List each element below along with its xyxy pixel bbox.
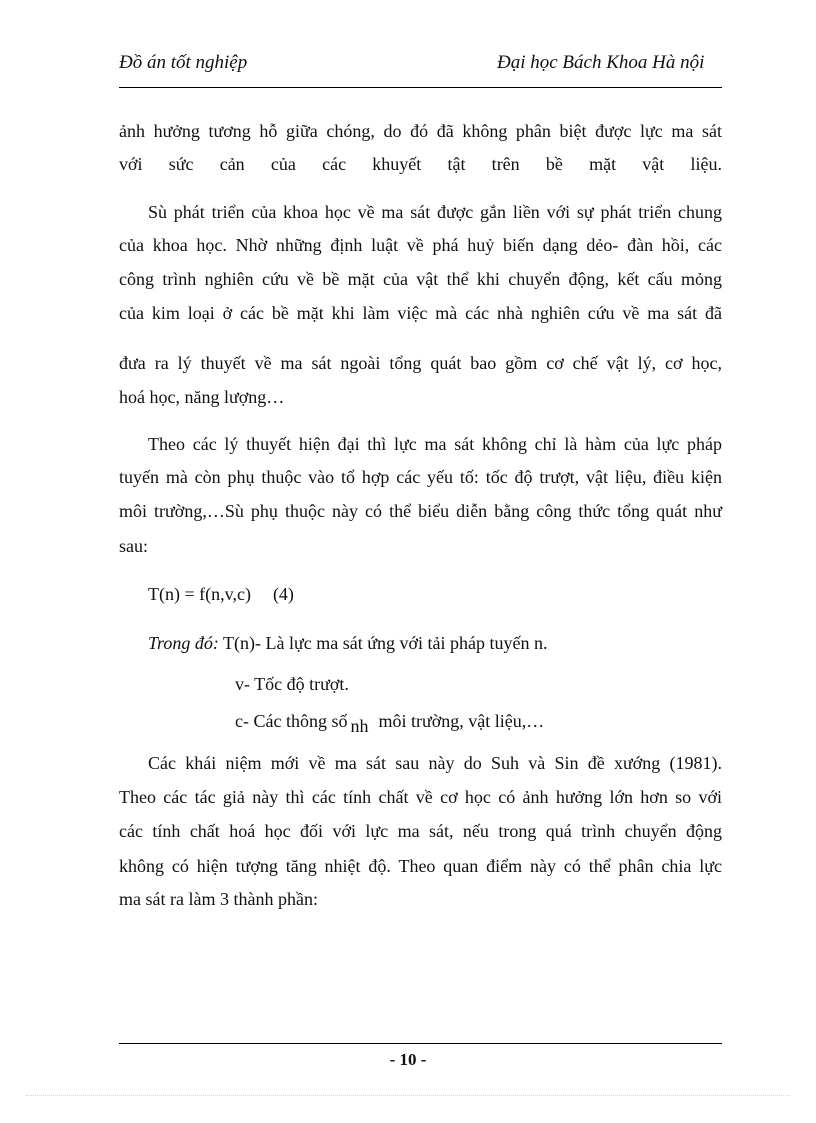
paragraph-line: Theo các tác giả này thì các tính chất về cơ học có ảnh hưởng lớn hơn so với bbox=[119, 787, 722, 807]
paragraph-line: môi trường,…Sù phụ thuộc này có thể biểu diễn bằng công thức tổng quát như bbox=[119, 501, 722, 521]
legend-t: T(n)- Là lực ma sát ứng với tải pháp tuyến n. bbox=[223, 633, 548, 653]
paragraph-line: sau: bbox=[119, 536, 148, 556]
header-left-title: Đồ án tốt nghiệp bbox=[119, 52, 248, 73]
paragraph-line: của khoa học. Nhờ những định luật về phá huỷ biến dạng dẻo- đàn hồi, các bbox=[119, 235, 722, 255]
header-rule bbox=[119, 87, 722, 88]
page-number: - 10 - bbox=[389, 1050, 427, 1069]
header-right-title: Đại học Bách Khoa Hà nội bbox=[497, 52, 705, 73]
page-edge-divider bbox=[26, 1095, 790, 1096]
paragraph-line: không có hiện tượng tăng nhiệt độ. Theo quan điểm này có thể phân chia lực bbox=[119, 856, 722, 876]
legend-line-t bbox=[148, 632, 751, 654]
legend-line-c: c- Các thông số nh môi trường, vật liệu,… bbox=[235, 711, 545, 736]
paragraph-line: đưa ra lý thuyết về ma sát ngoài tổng quát bao gồm cơ chế vật lý, cơ học, bbox=[119, 353, 722, 373]
formula-expression: T(n) = f(n,v,c) bbox=[148, 584, 251, 604]
footer-rule bbox=[119, 1043, 722, 1044]
paragraph-line: ảnh hưởng tương hỗ giữa chóng, do đó đã không phân biệt được lực ma sát bbox=[119, 121, 722, 141]
paragraph-line: ma sát ra làm 3 thành phần: bbox=[119, 889, 318, 909]
paragraph-line: Sù phát triển của khoa học về ma sát được gắn liền với sự phát triển chung bbox=[148, 202, 722, 222]
paragraph-line: hoá học, năng lượng… bbox=[119, 387, 285, 407]
paragraph-line: tuyến mà còn phụ thuộc vào tổ hợp các yếu tố: tốc độ trượt, vật liệu, điều kiện bbox=[119, 467, 722, 487]
formula-number: (4) bbox=[272, 584, 294, 604]
paragraph-line: Các khái niệm mới về ma sát sau này do Suh và Sin đề xướng (1981). bbox=[148, 753, 722, 773]
paragraph-line: các tính chất hoá học đối với lực ma sát, nếu trong quá trình chuyển động bbox=[119, 821, 722, 841]
paragraph-line: Theo các lý thuyết hiện đại thì lực ma sát không chỉ là hàm của lực pháp bbox=[148, 434, 722, 454]
paragraph-line: công trình nghiên cứu về bề mặt của vật thể khi chuyển động, kết cấu mỏng bbox=[119, 269, 722, 289]
paragraph-line: của kim loại ở các bề mặt khi làm việc mà các nhà nghiên cứu về ma sát đã bbox=[119, 303, 722, 323]
formula bbox=[148, 583, 751, 605]
legend-line-v: v- Tốc độ trượt. bbox=[235, 674, 349, 694]
paragraph-line: với sức cản của các khuyết tật trên bề mặt vật liệu. bbox=[119, 154, 722, 174]
legend-label: Trong đó: bbox=[148, 633, 219, 653]
